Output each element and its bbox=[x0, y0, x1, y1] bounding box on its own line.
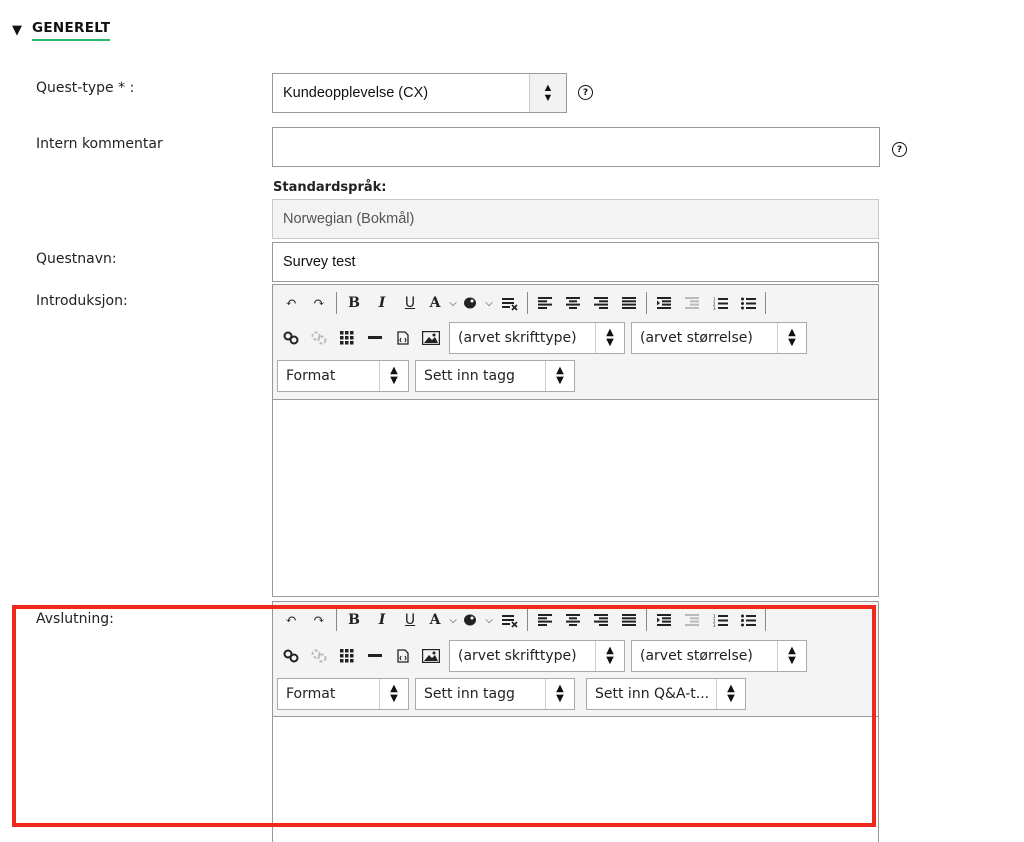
undo-icon[interactable]: ↶ bbox=[285, 612, 297, 628]
svg-text:2: 2 bbox=[712, 301, 716, 306]
toolbar-separator bbox=[646, 292, 647, 314]
intern-comment-input[interactable] bbox=[272, 127, 880, 167]
numbered-list-icon[interactable] bbox=[706, 290, 734, 316]
align-center-icon[interactable] bbox=[559, 607, 587, 633]
standard-language-label: Standardspråk: bbox=[273, 180, 387, 195]
font-family-select[interactable] bbox=[449, 640, 625, 672]
introduction-label: Introduksjon: bbox=[36, 293, 128, 309]
bold-button[interactable]: B bbox=[348, 612, 360, 628]
table-icon[interactable] bbox=[333, 325, 361, 351]
font-color-button[interactable]: A bbox=[429, 612, 441, 628]
align-justify-icon[interactable] bbox=[615, 290, 643, 316]
quest-type-label: Quest-type * : bbox=[36, 80, 135, 96]
align-left-icon[interactable] bbox=[531, 290, 559, 316]
bullet-list-icon[interactable] bbox=[734, 290, 762, 316]
quest-name-input[interactable]: Survey test bbox=[272, 242, 879, 282]
select-arrows-icon: ▲ ▼ bbox=[529, 74, 566, 112]
select-arrows-icon: ▲ ▼ bbox=[595, 641, 624, 671]
underline-button[interactable]: U bbox=[404, 295, 416, 311]
select-arrows-icon: ▲ ▼ bbox=[545, 679, 574, 709]
align-justify-icon[interactable] bbox=[615, 607, 643, 633]
svg-text:1: 1 bbox=[712, 296, 716, 302]
toolbar-separator bbox=[765, 292, 766, 314]
closing-label: Avslutning: bbox=[36, 611, 114, 627]
clear-format-icon[interactable] bbox=[496, 607, 524, 633]
help-icon[interactable]: ? bbox=[892, 142, 907, 157]
bold-button[interactable]: B bbox=[348, 295, 360, 311]
insert-tag-select[interactable] bbox=[415, 678, 575, 710]
image-icon[interactable] bbox=[417, 643, 445, 669]
font-size-select[interactable] bbox=[631, 322, 807, 354]
quest-type-select[interactable] bbox=[272, 73, 567, 113]
svg-text:3: 3 bbox=[712, 622, 716, 627]
outdent-icon[interactable] bbox=[678, 290, 706, 316]
redo-icon[interactable]: ↷ bbox=[313, 612, 325, 628]
insert-tag-value: Sett inn tagg bbox=[424, 686, 515, 702]
quest-name-label: Questnavn: bbox=[36, 251, 117, 267]
help-icon[interactable]: ? bbox=[578, 85, 593, 100]
toolbar-row-3 bbox=[277, 362, 581, 390]
toolbar-row-1 bbox=[277, 606, 769, 634]
redo-icon[interactable]: ↷ bbox=[313, 295, 325, 311]
toolbar-separator bbox=[336, 609, 337, 631]
image-icon[interactable] bbox=[417, 325, 445, 351]
source-code-icon[interactable] bbox=[389, 643, 417, 669]
introduction-editor bbox=[272, 284, 879, 597]
numbered-list-icon[interactable] bbox=[706, 607, 734, 633]
toolbar-row-2 bbox=[277, 324, 813, 352]
indent-icon[interactable] bbox=[650, 607, 678, 633]
select-arrows-icon: ▲ ▼ bbox=[379, 679, 408, 709]
font-family-select[interactable] bbox=[449, 322, 625, 354]
unlink-icon[interactable] bbox=[305, 325, 333, 351]
source-code-icon[interactable] bbox=[389, 325, 417, 351]
chevron-down-icon[interactable]: ⌵ bbox=[485, 614, 493, 626]
underline-button[interactable]: U bbox=[404, 612, 416, 628]
background-color-icon[interactable] bbox=[460, 290, 482, 316]
toolbar-separator bbox=[765, 609, 766, 631]
closing-editor bbox=[272, 601, 879, 842]
select-arrows-icon: ▲ ▼ bbox=[595, 323, 624, 353]
toolbar-row-3 bbox=[277, 680, 752, 708]
align-right-icon[interactable] bbox=[587, 290, 615, 316]
format-select[interactable] bbox=[277, 678, 409, 710]
closing-content-area[interactable] bbox=[273, 716, 878, 842]
svg-text:1: 1 bbox=[712, 613, 716, 619]
font-family-value: (arvet skrifttype) bbox=[458, 330, 577, 346]
italic-button[interactable]: I bbox=[378, 612, 386, 628]
toolbar-separator bbox=[646, 609, 647, 631]
collapse-arrow-icon[interactable]: ▼ bbox=[12, 22, 22, 38]
undo-icon[interactable]: ↶ bbox=[285, 295, 297, 311]
intern-comment-label: Intern kommentar bbox=[36, 136, 163, 152]
chevron-down-icon[interactable]: ⌵ bbox=[449, 614, 457, 626]
insert-qa-value: Sett inn Q&A-t... bbox=[595, 686, 710, 702]
horizontal-rule-icon[interactable] bbox=[361, 643, 389, 669]
horizontal-rule-icon[interactable] bbox=[361, 325, 389, 351]
font-size-value: (arvet størrelse) bbox=[640, 648, 753, 664]
svg-text:2: 2 bbox=[712, 618, 716, 623]
format-value: Format bbox=[286, 686, 336, 702]
align-center-icon[interactable] bbox=[559, 290, 587, 316]
font-color-button[interactable]: A bbox=[429, 295, 441, 311]
format-value: Format bbox=[286, 368, 336, 384]
select-arrows-icon: ▲ ▼ bbox=[777, 641, 806, 671]
toolbar-separator bbox=[527, 609, 528, 631]
insert-tag-value: Sett inn tagg bbox=[424, 368, 515, 384]
select-arrows-icon: ▲ ▼ bbox=[545, 361, 574, 391]
align-right-icon[interactable] bbox=[587, 607, 615, 633]
unlink-icon[interactable] bbox=[305, 643, 333, 669]
section-title[interactable]: GENERELT bbox=[32, 20, 110, 41]
clear-format-icon[interactable] bbox=[496, 290, 524, 316]
select-arrows-icon: ▲ ▼ bbox=[716, 679, 745, 709]
font-size-value: (arvet størrelse) bbox=[640, 330, 753, 346]
indent-icon[interactable] bbox=[650, 290, 678, 316]
bullet-list-icon[interactable] bbox=[734, 607, 762, 633]
toolbar-row-2 bbox=[277, 642, 813, 670]
toolbar-separator bbox=[527, 292, 528, 314]
svg-text:3: 3 bbox=[712, 305, 716, 310]
italic-button[interactable]: I bbox=[378, 295, 386, 311]
table-icon[interactable] bbox=[333, 643, 361, 669]
quest-type-value: Kundeopplevelse (CX) bbox=[283, 85, 429, 101]
insert-qa-select[interactable] bbox=[586, 678, 746, 710]
toolbar-separator bbox=[336, 292, 337, 314]
section-header-generelt[interactable] bbox=[12, 18, 110, 42]
introduction-content-area[interactable] bbox=[273, 399, 878, 596]
link-icon[interactable] bbox=[277, 325, 305, 351]
font-size-select[interactable] bbox=[631, 640, 807, 672]
font-family-value: (arvet skrifttype) bbox=[458, 648, 577, 664]
chevron-down-icon[interactable]: ⌵ bbox=[485, 297, 493, 309]
outdent-icon[interactable] bbox=[678, 607, 706, 633]
chevron-down-icon[interactable]: ⌵ bbox=[449, 297, 457, 309]
insert-tag-select[interactable] bbox=[415, 360, 575, 392]
select-arrows-icon: ▲ ▼ bbox=[777, 323, 806, 353]
align-left-icon[interactable] bbox=[531, 607, 559, 633]
toolbar-row-1 bbox=[277, 289, 769, 317]
format-select[interactable] bbox=[277, 360, 409, 392]
background-color-icon[interactable] bbox=[460, 607, 482, 633]
link-icon[interactable] bbox=[277, 643, 305, 669]
standard-language-field: Norwegian (Bokmål) bbox=[272, 199, 879, 239]
select-arrows-icon: ▲ ▼ bbox=[379, 361, 408, 391]
